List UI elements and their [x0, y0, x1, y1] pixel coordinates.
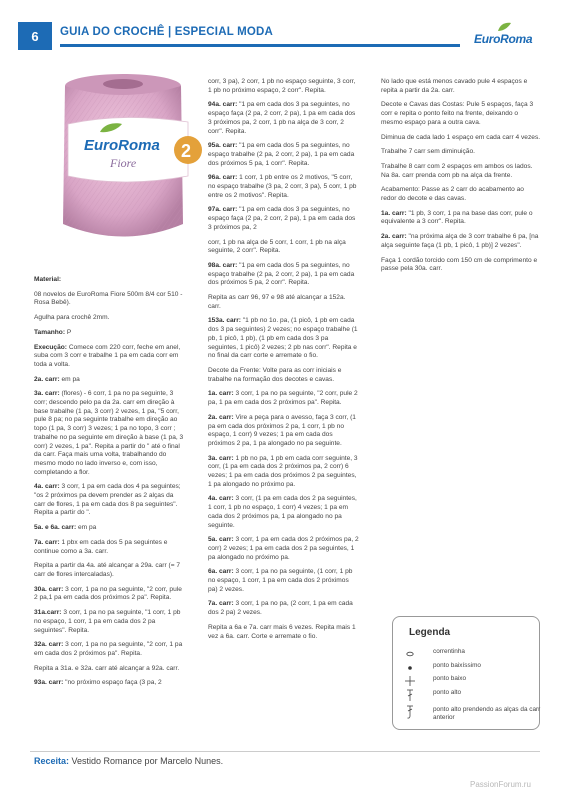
row-text: corr, 1 pb na alça de 5 corr, 1 corr, 1 pb na alça seguinte, 2 corr". Repita. — [208, 238, 346, 255]
paragraph: No lado que está menos cavado pule 4 espaços e repita a partir da 2a. carr. — [381, 78, 528, 94]
size-label: Tamanho: — [34, 328, 66, 336]
legend-title: Legenda — [409, 627, 451, 638]
paragraph: Trabalhe 8 carr com 2 espaços em ambos os lados. Na 8a. carr prenda com pb na alça da frente. — [381, 162, 533, 179]
legend-label: ponto alto prendendo as alças da carr anterior — [433, 706, 541, 721]
row-text: "1 pa em cada dos 5 pa seguintes, no espaço trabalhe (2 pa, 2 corr, 2 pa), 1 pa em cada dos próximos 5 pa, 2 corr". Repita. — [208, 261, 355, 287]
double-crochet-post-icon — [403, 705, 417, 719]
paragraph: Faça 1 cordão torcido com 150 cm de comprimento e passe pela 30a. carr. — [381, 256, 538, 273]
slip-stitch-icon — [403, 661, 417, 675]
column-3 — [381, 78, 541, 280]
header-rule — [60, 44, 460, 47]
page-header — [0, 0, 566, 60]
material-label: Material: — [34, 276, 62, 283]
row-label: 7a. carr: — [208, 600, 234, 608]
column-1 — [34, 276, 186, 694]
single-crochet-icon — [403, 674, 417, 688]
row-label: 1a. carr: — [381, 209, 407, 217]
row-text: (flores) - 6 corr, 1 pa no pa seguinte, 3 corr; descendo pelo pa da 2a. carr em direção à base trabalhe (1 pa, 3 corr) 2 vezes, 1 pa, "5 corr, pule 8 pa; no pa seguinte trabalhe em direção ao topo (1 pa, 3 corr) 3 vezes; 1 pa no topo, 3 corr ; trabalhe no pa seguinte em direção à base (1 pa, 3 corr) 2 vezes, 1 pa". Repita a partir do " até o final da carr. Faça mais uma volta, trabalhando do mesmo modo no lado inverso e, com isso, completando a flor. — [34, 390, 184, 476]
paragraph: Acabamento: Passe as 2 carr do acabamento ao redor do decote e das cavas. — [381, 186, 524, 203]
row-label: 96a. carr: — [208, 174, 238, 182]
row-text: "na próxima alça de 3 corr trabalhe 6 pa, [na alça seguinte faça (1 pb, 1 picô, 1 pb)] 2 vezes". — [381, 233, 539, 249]
yarn-ball-image — [38, 64, 208, 244]
row-text: em pa — [59, 375, 80, 383]
row-label: 153a. carr: — [208, 317, 241, 325]
row-label: 1a. carr: — [208, 390, 234, 398]
row-label: 5a. carr: — [208, 536, 234, 544]
recipe-credit — [34, 756, 223, 766]
row-label: 31a.carr: — [34, 609, 62, 617]
column-2 — [208, 78, 360, 647]
row-label: 93a. carr: — [34, 679, 64, 687]
chain-stitch-icon — [403, 647, 417, 661]
repeat-note: Repita a 6a e 7a. carr mais 6 vezes. Repita mais 1 vez a 6a. carr. Corte e arremate o fio. — [208, 623, 356, 640]
legend-label: correntinha — [433, 648, 465, 655]
legend-label: ponto alto — [433, 689, 462, 696]
row-text: 3 corr, 1 pa no pa seguinte, "2 corr, pule 2 pa,1 pa em cada dos próximos 2 pa". Repita. — [34, 585, 182, 602]
row-label: 32a. carr: — [34, 641, 64, 649]
row-label: 2a. carr: — [381, 233, 407, 241]
row-label: 5a. e 6a. carr: — [34, 524, 77, 532]
watermark: PassionForum.ru — [470, 780, 531, 789]
stitch-legend — [392, 616, 540, 730]
row-label: 95a. carr: — [208, 142, 238, 150]
legend-label: ponto baixo — [433, 675, 467, 682]
paragraph: Diminua de cada lado 1 espaço em cada carr 4 vezes. — [381, 133, 541, 141]
row-text: corr, 3 pa), 2 corr, 1 pb no espaço seguinte, 3 corr, 1 pb no próximo espaço, 2 corr". Repita. — [208, 78, 356, 94]
repeat-note: Repita a partir da 4a. até alcançar a 29a. carr (= 7 carr de flores intercaladas). — [34, 562, 181, 578]
row-label: 3a. carr: — [208, 454, 234, 462]
row-label: 94a. carr: — [208, 101, 238, 109]
row-label: 97a. carr: — [208, 206, 238, 214]
size-value: P — [65, 328, 72, 336]
yarn-line: Fiore — [110, 156, 137, 170]
row-text: 3 corr, 1 pa no pa, (2 corr, 1 pa em cada dos 2 pa) 2 vezes. — [208, 600, 353, 617]
row-text: 1 pb no pa, 1 pb em cada corr seguinte, 3 corr, (1 pa em cada dos 2 próximos pa, 2 corr) 6 vezes; 1 pa em cada dos próximos 2 pa seguintes, 1 pa alongado no próximo pa. — [208, 454, 358, 488]
exec-label: Execução: — [34, 343, 67, 351]
row-label: 2a. carr: — [208, 413, 234, 421]
row-label: 6a. carr: — [208, 568, 234, 576]
row-label: 4a. carr: — [208, 495, 234, 503]
material-needle: Agulha para crochê 2mm. — [34, 314, 110, 322]
row-text: "1 pb, 3 corr, 1 pa na base das corr, pule o equivalente a 3 corr". Repita. — [381, 209, 533, 226]
brand-logo — [474, 22, 544, 50]
row-text: 1 pbx em cada dos 5 pa seguintes e continue como a 3a. carr. — [34, 538, 168, 555]
legend-label: ponto baixíssimo — [433, 662, 481, 669]
row-text: 3 corr, 1 pa em cada dos 2 próximos pa, 2 corr) 2 vezes; 1 pa em cada dos 2 pa seguintes, 1 pa alongado no próximo pa. — [208, 536, 359, 561]
row-text: 3 corr, 1 pa no pa seguinte, "2 corr, 1 pa em cada dos 2 próximos pa". Repita. — [34, 641, 183, 657]
row-text: Vire a peça para o avesso, faça 3 corr, (1 pa em cada dos próximos 2 pa, 1 corr, 1 pb no espaço, 1 corr) 9 vezes; 1 pa em cada dos próximos 2 pa, 1 pa alongado no pa seguinte. — [208, 413, 356, 447]
yarn-brand: EuroRoma — [84, 137, 160, 154]
row-label: 2a. carr: — [34, 375, 60, 383]
row-text: 3 corr, (1 pa em cada dos 2 pa seguintes, 1 corr, 1 pb no espaço, 1 corr) 4 vezes; 1 pa em cada dos 2 próximos pa, 1 pa alongado no pa seguinte. — [208, 495, 357, 529]
material-yarn: 08 novelos de EuroRoma Fiore 500m 8/4 cor 510 - Rosa Bebê). — [34, 290, 183, 307]
row-text: "1 pb no 1o. pa, (1 picô, 1 pb em cada dos 3 pa seguintes) 2 vezes; no espaço trabalhe (1 pb, 1 picô, 1 pb), (1 pb em cada dos 3 pa seguintes, 1 picô) 2 vezes; 2 pb nas corr". Repita e no final da carr corte e arremate o fio. — [208, 317, 358, 360]
footer-rule — [30, 751, 540, 752]
row-text: "1 pa em cada dos 3 pa seguintes, no espaço faça (2 pa, 2 corr, 2 pa), 1 pa em cada dos 3 próximos pa, 2 corr, 1 pb na alça de 3 corr, 2 corr". Repita. — [208, 101, 356, 135]
recipe-label: Receita: — [34, 756, 70, 766]
brand-name: EuroRoma — [474, 32, 533, 46]
exec-text: Comece com 220 corr, feche em anel, suba com 3 corr e trabalhe 1 pa em cada corr em toda a volta. — [34, 343, 181, 368]
recipe-text: Vestido Romance por Marcelo Nunes. — [69, 756, 224, 766]
row-label: 98a. carr: — [208, 261, 238, 269]
row-label: 30a. carr: — [34, 585, 64, 593]
double-crochet-icon — [403, 688, 417, 702]
row-text: 3 corr, 1 pa no pa seguinte, (1 corr, 1 pb no espaço, 1 corr, 1 pa em cada dos 2 próximos pa) 2 vezes. — [208, 568, 353, 593]
repeat-note: Repita as carr 96, 97 e 98 até alcançar a 152a. carr. — [208, 294, 346, 310]
row-text: 3 corr, 1 pa no pa seguinte, "1 corr, 1 pb no espaço, 1 corr, 1 pa em cada dos 2 pa seguintes". Repita. — [34, 609, 181, 634]
row-text: 1 corr, 1 pb entre os 2 motivos, "5 corr, no espaço trabalhe (3 pa, 2 corr, 3 pa), 5 corr, 1 pb entre os 2 motivos". Repita. — [208, 174, 357, 199]
row-label: 3a. carr: — [34, 390, 60, 398]
guide-title: GUIA DO CROCHÊ | ESPECIAL MODA — [60, 26, 274, 38]
row-text: "1 pa em cada dos 5 pa seguintes, no espaço trabalhe (2 pa, 2 corr, 2 pa), 1 pa em cada dos próximos 5 pa, 1 corr". Repita. — [208, 142, 355, 167]
row-label: 4a. carr: — [34, 483, 60, 491]
front-neckline-note: Decote da Frente: Volte para as corr iniciais e trabalhe na formação dos decotes e cavas. — [208, 366, 342, 383]
paragraph: Trabalhe 7 carr sem diminuição. — [381, 148, 475, 156]
row-text: "no próximo espaço faça (3 pa, 2 — [63, 679, 162, 687]
page-number: 6 — [18, 22, 52, 50]
row-label: 7a. carr: — [34, 538, 60, 546]
row-text: em pa — [76, 524, 97, 532]
yarn-number: 2 — [181, 141, 192, 161]
row-text: "1 pa em cada dos 3 pa seguintes, no espaço faça (2 pa, 2 corr, 2 pa), 1 pa em cada dos 3 próximos pa, 2 — [208, 206, 356, 231]
row-text: 3 corr, 1 pa em cada dos 4 pa seguintes; "os 2 próximos pa devem prender as 2 alças da carr de flores, 1 pa em cada dos 8 pa seguintes". Repita a partir do ". — [34, 483, 181, 517]
row-text: 3 corr, 1 pa no pa seguinte, "2 corr, pule 2 pa, 1 pa em cada dos 2 próximos pa". Repita. — [208, 390, 358, 407]
paragraph: Decote e Cavas das Costas: Pule 5 espaços, faça 3 corr e repita o ponto feito na frente, deixando o mesmo espaço para a outra cava. — [381, 101, 534, 126]
repeat-note: Repita a 31a. e 32a. carr até alcançar a 92a. carr. — [34, 664, 180, 672]
leaf-icon — [496, 22, 512, 32]
